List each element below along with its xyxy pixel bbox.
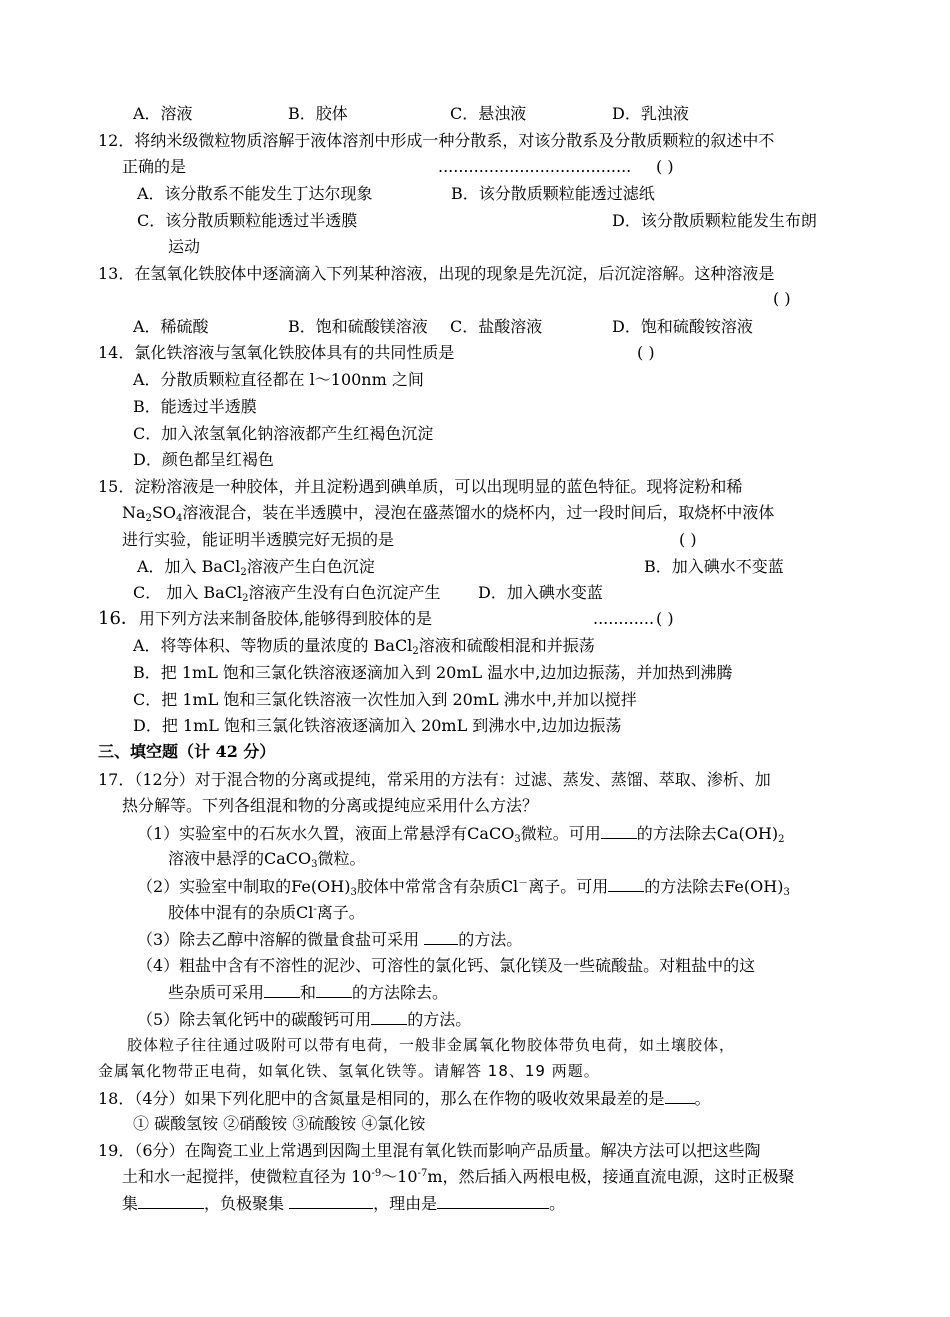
q16-stem-line1: 16．用下列方法来制备胶体,能够得到胶体的是 <box>98 608 432 629</box>
q16-leader-dots: ............ <box>593 609 655 628</box>
blank-1[interactable] <box>601 822 637 839</box>
q13-option-a: A．稀硫酸 <box>133 317 209 336</box>
q13-option-b: B．饱和硫酸镁溶液 <box>288 317 428 336</box>
q16-option-c: C．把 1mL 饱和三氯化铁溶液一次性加入到 20mL 沸水中,并加以搅拌 <box>133 690 637 709</box>
q17-sub5: （5）除去氧化钙中的碳酸钙可用 的方法。 <box>137 1010 472 1029</box>
q12-option-d-cont: 运动 <box>168 237 201 256</box>
blank-19c[interactable] <box>437 1192 549 1209</box>
q19-stem-line2: 土和水一起搅拌，使微粒直径为 $10^{-9}\sim 10^{-7}m$，然后插入两根电极，接通直流电源，这时正极聚 <box>122 1167 795 1186</box>
q17-sub4-line1: （4）粗盐中含有不溶性的泥沙、可溶性的氯化钙、氯化镁及一些硫酸盐。对粗盐中的这 <box>137 956 756 975</box>
q14-answer-paren: ( ) <box>637 343 655 362</box>
q15-stem-line3: 进行实验，能证明半透膜完好无损的是 <box>122 530 395 549</box>
q17-sub4-line2: 些杂质可采用 和 的方法除去。 <box>168 983 449 1002</box>
q15-option-c: C． 加入 BaCl$_2$溶液产生没有白色沉淀产生 <box>133 583 441 604</box>
q11-option-d: D．乳浊液 <box>612 104 689 123</box>
q15-option-d: D．加入碘水变蓝 <box>478 583 603 602</box>
q19-stem-line1: 19．（6分）在陶瓷工业上常遇到因陶土里混有氧化铁而影响产品质量。解决方法可以把这些陶 <box>98 1141 761 1160</box>
blank-19a[interactable] <box>138 1192 204 1209</box>
q18-options: ① 碳酸氢铵 ②硝酸铵 ③硫酸铵 ④氯化铵 <box>133 1114 426 1133</box>
q17-sub2-line1: （2）实验室中制取的$Fe(OH)_3$胶体中常常含有杂质Cl－离子。可用 的方法除去$Fe(OH)_3$ <box>137 877 790 898</box>
note-line2: 金属氧化物带正电荷，如氧化铁、氢氧化铁等。请解答 18、19 两题。 <box>98 1062 600 1080</box>
q16-option-d: D．把 1mL 饱和三氯化铁溶液逐滴加入 20mL 到沸水中,边加边振荡 <box>133 716 622 735</box>
blank-18[interactable] <box>665 1087 695 1104</box>
q17-stem-line2: 热分解等。下列各组混和物的分离或提纯应采用什么方法？ <box>122 796 539 815</box>
q14-option-d: D．颜色都呈红褐色 <box>133 450 274 469</box>
q11-option-b: B．胶体 <box>288 104 348 123</box>
q12-option-a: A．该分散系不能发生丁达尔现象 <box>137 184 373 203</box>
section-heading: 三、填空题（计 42 分） <box>98 742 276 761</box>
q12-stem-line1: 12．将纳米级微粒物质溶解于液体溶剂中形成一种分散系，对该分散系及分散质颗粒的叙述中不 <box>98 131 775 150</box>
q15-answer-paren: ( ) <box>679 530 697 549</box>
q12-option-d: D．该分散质颗粒能发生布朗 <box>612 211 817 230</box>
blank-4b[interactable] <box>316 981 352 998</box>
q12-option-c: C．该分散质颗粒能透过半透膜 <box>137 211 358 230</box>
blank-2[interactable] <box>608 875 644 892</box>
q11-option-a: A．溶液 <box>133 104 193 123</box>
q14-option-c: C．加入浓氢氧化钠溶液都产生红褐色沉淀 <box>133 424 434 443</box>
q14-option-a: A．分散质颗粒直径都在 l～100nm 之间 <box>133 370 424 389</box>
q12-option-b: B．该分散质颗粒能透过滤纸 <box>451 184 655 203</box>
q13-stem-line1: 13．在氢氧化铁胶体中逐滴滴入下列某种溶液，出现的现象是先沉淀，后沉淀溶解。这种溶液是 <box>98 264 775 283</box>
q14-option-b: B．能透过半透膜 <box>133 397 257 416</box>
blank-19b[interactable] <box>289 1192 373 1209</box>
q12-leader-dots: ...................................... <box>438 157 632 176</box>
q16-answer-paren: ( ) <box>656 609 674 628</box>
q12-stem-line2: 正确的是 <box>122 157 187 176</box>
q17-sub1-line1: （1）实验室中的石灰水久置，液面上常悬浮有CaCO$_3$微粒。可用 的方法除去$Ca(OH)_2$ <box>137 824 785 845</box>
q16-option-b: B．把 1mL 饱和三氯化铁溶液逐滴加入到 20mL 温水中,边加边振荡，并加热到沸腾 <box>133 663 733 682</box>
q19-stem-line3: 集 ，负极聚集 ，理由是 。 <box>122 1194 566 1213</box>
blank-4a[interactable] <box>264 981 300 998</box>
q18-stem-line1: 18．（4分）如果下列化肥中的含氮量是相同的，那么在作物的吸收效果最差的是 。 <box>98 1089 711 1108</box>
q17-sub2-line2: 胶体中混有的杂质Cl-离子。 <box>168 903 365 922</box>
q13-option-c: C．盐酸溶液 <box>450 317 543 336</box>
q15-option-b: B．加入碘水不变蓝 <box>644 557 784 576</box>
q11-option-c: C．悬浊液 <box>450 104 527 123</box>
q17-sub3: （3）除去乙醇中溶解的微量食盐可采用 的方法。 <box>137 930 523 949</box>
note-line1: 胶体粒子往往通过吸附可以带有电荷，一般非金属氧化物胶体带负电荷，如土壤胶体， <box>127 1036 736 1054</box>
q15-stem-line1: 15．淀粉溶液是一种胶体，并且淀粉遇到碘单质，可以出现明显的蓝色特征。现将淀粉和稀 <box>98 477 743 496</box>
q12-answer-paren: ( ) <box>656 157 674 176</box>
q13-option-d: D．饱和硫酸铵溶液 <box>612 317 753 336</box>
q14-stem-line1: 14．氯化铁溶液与氢氧化铁胶体具有的共同性质是 <box>98 343 455 362</box>
q17-stem-line1: 17．（12分）对于混合物的分离或提纯，常采用的方法有：过滤、蒸发、蒸馏、萃取、渗析、加 <box>98 770 771 789</box>
q16-option-a: A．将等体积、等物质的量浓度的 BaCl$_2$溶液和硫酸相混和并振荡 <box>133 636 595 657</box>
q13-answer-paren: ( ) <box>773 289 791 308</box>
q17-sub1-line2: 溶液中悬浮的CaCO$_3$微粒。 <box>168 849 366 870</box>
q15-option-a: A．加入 BaCl$_2$溶液产生白色沉淀 <box>137 557 375 578</box>
blank-3[interactable] <box>424 928 458 945</box>
blank-5[interactable] <box>371 1008 407 1025</box>
q15-stem-line2: $Na_2SO_4$溶液混合，装在半透膜中，浸泡在盛蒸馏水的烧杯内，过一段时间后，取烧杯中液体 <box>122 503 775 524</box>
